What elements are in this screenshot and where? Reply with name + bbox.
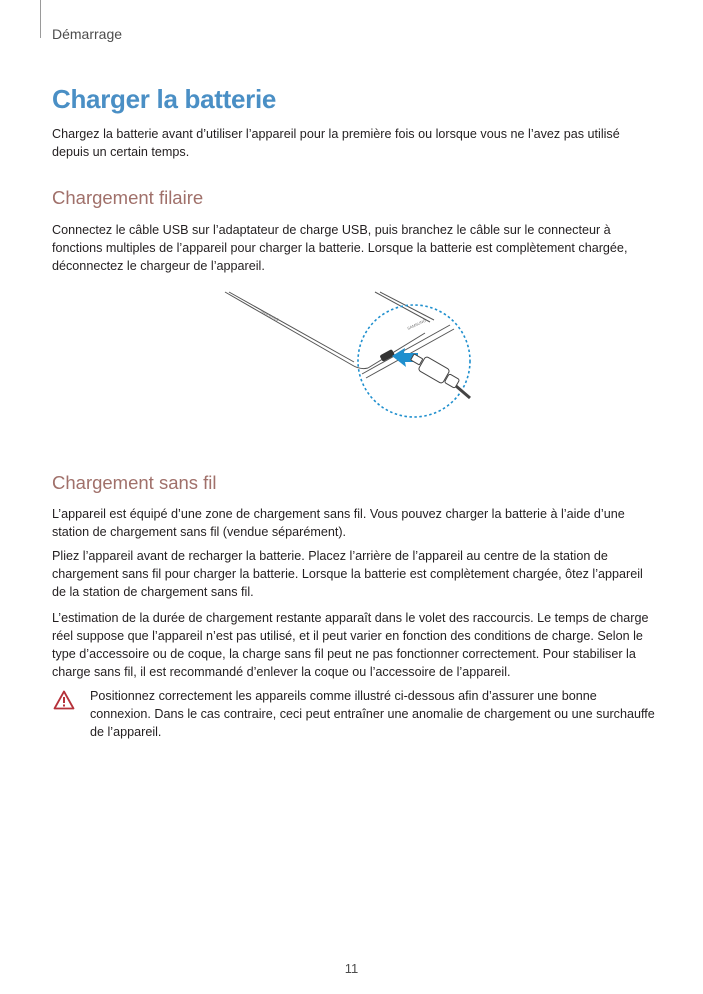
usb-c-cable-plugging-icon — [220, 290, 480, 440]
svg-text:SAMSUNG: SAMSUNG — [259, 308, 280, 323]
wireless-paragraph-3: L’estimation de la durée de chargement restante apparaît dans le volet des raccourcis. Le temps de charge réel suppose que l’appareil n’est pas utilisé, et il peut varier en fonction des conditions de charge. Selon le type d’accessoire ou de coque, la charge sans fil peut ne pas fonctionner correctement. Pour stabiliser la charge sans fil, il est recommandé d’enlever la coque ou l’accessoire de l’appareil. — [52, 611, 649, 679]
svg-text:SAMSUNG: SAMSUNG — [406, 317, 427, 331]
wireless-paragraph-2: Pliez l’appareil avant de recharger la batterie. Placez l’arrière de l’appareil au centre de la station de chargement sans fil pour charger la batterie. Lorsque la batterie est complètement chargée, ôtez l’appareil de la station de chargement sans fil. — [52, 549, 643, 599]
wired-heading: Chargement filaire — [52, 187, 204, 208]
warning-text: Positionnez correctement les appareils comme illustré ci-dessous afin d’assurer une bonne connexion. Dans le cas contraire, ceci peut entraîner une anomalie de chargement ou une surchauffe de l’appareil. — [90, 689, 655, 739]
wireless-heading: Chargement sans fil — [52, 472, 217, 493]
page-title: Charger la batterie — [52, 84, 277, 114]
header-rule — [40, 0, 41, 38]
usb-c-plug — [411, 354, 460, 388]
section-label: Démarrage — [52, 26, 123, 42]
warning-triangle-icon — [53, 690, 75, 710]
wired-paragraph: Connectez le câble USB sur l’adaptateur de charge USB, puis branchez le câble sur le connecteur à fonctions multiples de l’appareil pour charger la batterie. Lorsque la batterie est complètement chargée, déconnectez le chargeur de l’appareil. — [52, 223, 628, 273]
page-number: 11 — [344, 961, 359, 976]
intro-paragraph: Chargez la batterie avant d’utiliser l’appareil pour la première fois ou lorsque vous ne l’avez pas utilisé depuis un certain temps. — [52, 127, 620, 159]
wireless-paragraph-1: L’appareil est équipé d’une zone de chargement sans fil. Vous pouvez charger la batterie à l’aide d’une station de chargement sans fil (vendue séparément). — [52, 507, 625, 539]
